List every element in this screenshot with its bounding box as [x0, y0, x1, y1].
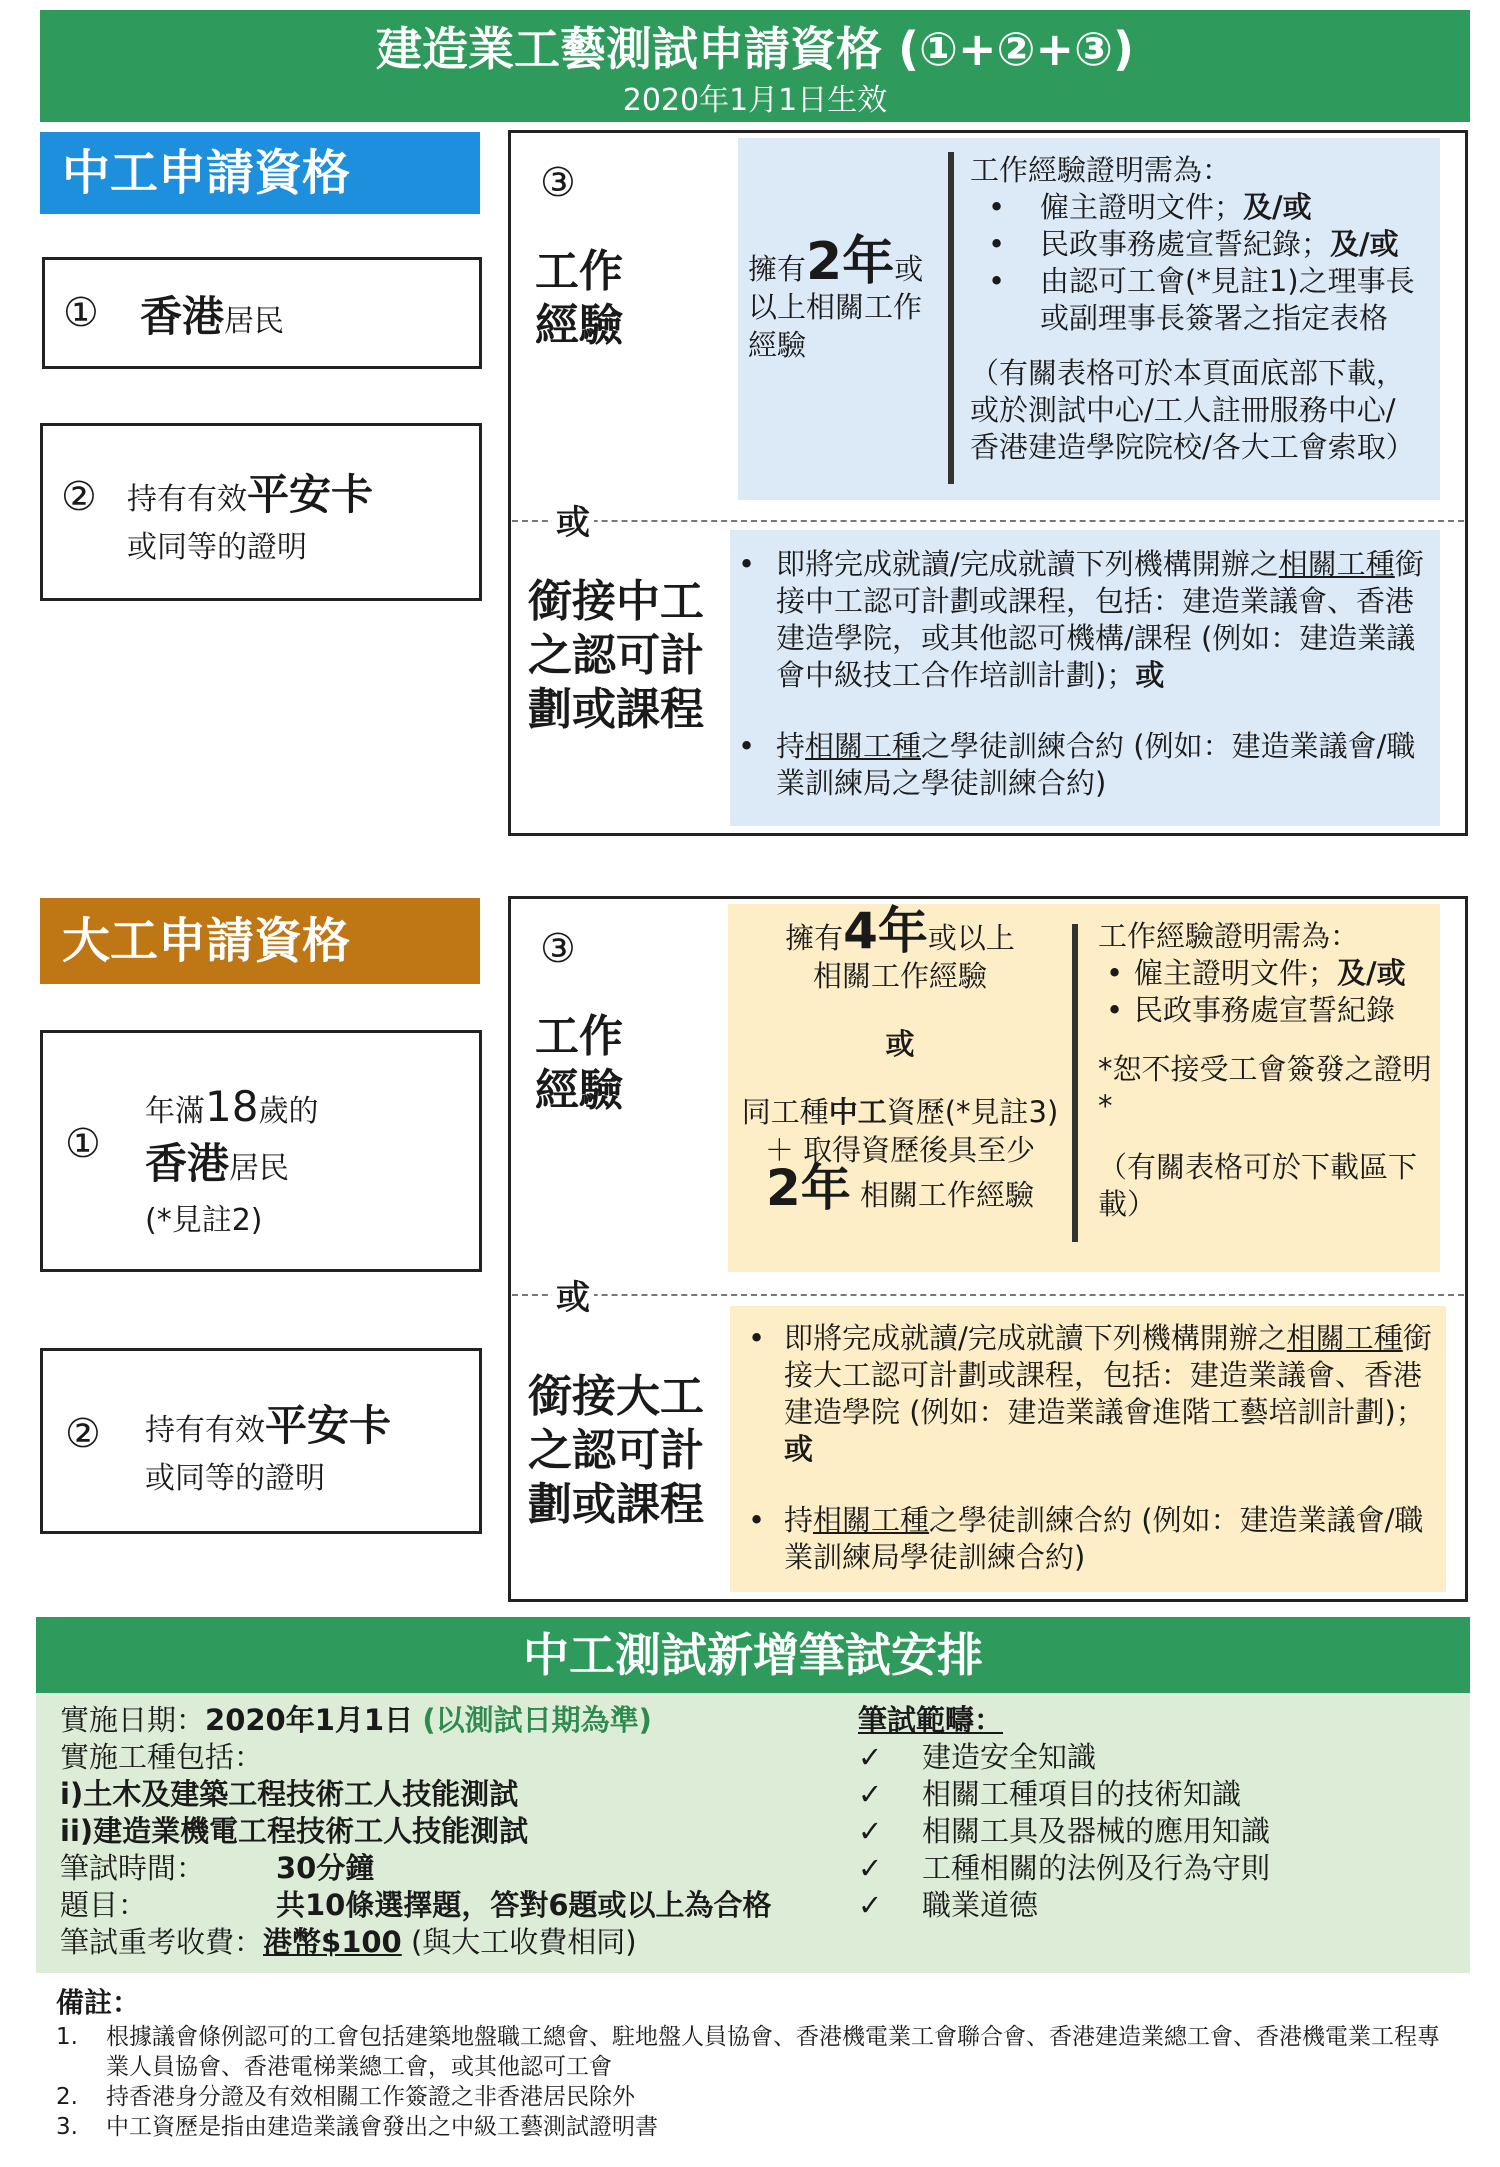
page-title: 建造業工藝測試申請資格 (①+②+③) [376, 22, 1134, 76]
or-label: 或 [552, 495, 594, 544]
effective-date: 2020年1月1日生效 [622, 83, 888, 118]
written-test-details: 實施日期：2020年1月1日 (以測試日期為準) 實施工種包括： i)土木及建築工程技術工人技能測試 ii)建造業機電工程技術工人技能測試 筆試時間： 30分鐘 題目： 共10條選擇題，答對6題或以上為合格 筆試重考收費：港幣$100 (與大工收費相同) [60, 1703, 772, 1959]
req-number: ② [65, 1411, 101, 1457]
semi-course-label: 銜接中工 之認可計 劃或課程 [528, 576, 704, 735]
semi-req-safety-card [40, 423, 482, 601]
req-strong-text: 香港 [140, 292, 225, 341]
skilled-course-list [740, 1320, 1440, 1576]
semi-work-label: 工作 經驗 [535, 246, 623, 351]
skilled-course-label: 銜接大工 之認可計 劃或課程 [528, 1371, 704, 1530]
req-strong-text: 香港 [145, 1139, 230, 1188]
list-item: ✓ 相關工具及器械的應用知識 [858, 1813, 1418, 1850]
semi-proof-list: 工作經驗證明需為： • 僱主證明文件；及/或 • 民政事務處宣誓紀錄；及/或 • 由認可工會(*見註1)之理事長或副理事長簽署之指定表格 （有關表格可於本頁面底部下載， 或於測試中心/工人註冊服務中心/ 香港建造學院院校/各大工會索取） [970, 152, 1440, 466]
req-text: 或同等的證明 [127, 530, 307, 565]
semi-section-title: 中工申請資格 [40, 132, 480, 214]
req-number: ③ [540, 160, 576, 206]
note-item: 1. 根據議會條例認可的工會包括建築地盤職工總會、駐地盤人員協會、香港機電業工會聯合會、香港建造業總工會、香港機電業工程專業人員協會、香港電梯業總工會，或其他認可工會 [56, 2024, 1440, 2080]
list-item: ✓ 相關工種項目的技術知識 [858, 1776, 1418, 1813]
req-number: ① [65, 1121, 101, 1167]
list-item: • 民政事務處宣誓紀錄 [1098, 992, 1434, 1029]
semi-course-list [730, 546, 1430, 802]
req-number: ① [63, 290, 99, 336]
list-item: • 僱主證明文件；及/或 [980, 189, 1440, 226]
header-banner [40, 10, 1470, 122]
list-item: • 即將完成就讀/完成就讀下列機構開辦之相關工種銜接大工認可計劃或課程，包括：建造業議會、香港建造學院 (例如：建造業議會進階工藝培訓計劃)；或 [740, 1320, 1440, 1468]
divider [1072, 924, 1078, 1242]
list-item: • 持相關工種之學徒訓練合約 (例如：建造業議會/職業訓練局之學徒訓練合約) [730, 728, 1430, 802]
dashed-divider [512, 520, 1464, 522]
skilled-req-safety-card: ② 持有有效平安卡 或同等的證明 [40, 1348, 482, 1534]
semi-exp-requirement: 擁有2年或 以上相關工作 經驗 [748, 232, 924, 362]
list-item: • 持相關工種之學徒訓練合約 (例如：建造業議會/職業訓練局學徒訓練合約) [740, 1502, 1440, 1576]
skilled-work-label: 工作 經驗 [535, 1011, 623, 1116]
list-item: ✓ 建造安全知識 [858, 1739, 1418, 1776]
skilled-proof-list: 工作經驗證明需為： • 僱主證明文件；及/或 • 民政事務處宣誓紀錄 *恕不接受工會簽發之證明* （有關表格可於下載區下載） [1098, 918, 1434, 1223]
list-item: • 僱主證明文件；及/或 [1098, 955, 1434, 992]
req-strong-text: 平安卡 [265, 1401, 392, 1450]
proof-title: 工作經驗證明需為： [970, 153, 1232, 187]
list-item: ✓ 工種相關的法例及行為守則 [858, 1850, 1418, 1887]
note-item: 2. 持香港身分證及有效相關工作簽證之非香港居民除外 [56, 2084, 635, 2110]
req-text: 居民 [224, 304, 285, 339]
divider [948, 152, 954, 484]
list-item: • 民政事務處宣誓紀錄；及/或 [980, 226, 1440, 263]
skilled-section-title: 大工申請資格 [40, 898, 480, 984]
list-item: ✓ 職業道德 [858, 1887, 1418, 1924]
list-item: • 由認可工會(*見註1)之理事長或副理事長簽署之指定表格 [980, 263, 1440, 337]
req-strong-text: 平安卡 [247, 470, 374, 519]
req-text: 持有有效 [127, 482, 247, 517]
notes-title: 備註： [56, 1986, 141, 2019]
written-scope: 筆試範疇： ✓ 建造安全知識 ✓ 相關工種項目的技術知識 ✓ 相關工具及器械的應用知識 ✓ 工種相關的法例及行為守則 ✓ 職業道德 [858, 1702, 1418, 1924]
or-label: 或 [552, 1270, 594, 1319]
note-item: 3. 中工資歷是指由建造業議會發出之中級工藝測試證明書 [56, 2114, 658, 2140]
written-test-title: 中工測試新增筆試安排 [36, 1617, 1470, 1693]
list-item: • 即將完成就讀/完成就讀下列機構開辦之相關工種銜接中工認可計劃或課程，包括：建造業議會、香港建造學院，或其他認可機構/課程 (例如：建造業議會中級技工合作培訓計劃)；或 [730, 546, 1430, 694]
semi-req-residency [42, 257, 482, 369]
notes [56, 1988, 1456, 2142]
req-number: ② [61, 474, 97, 520]
skilled-exp-requirement: 擁有4年或以上 相關工作經驗 或 同工種中工資歷(*見註3) ＋ 取得資歷後具至少 2年 相關工作經驗 [741, 902, 1059, 1217]
proof-title: 工作經驗證明需為： [1098, 919, 1360, 953]
dashed-divider [512, 1294, 1464, 1296]
req-number: ③ [540, 926, 576, 972]
skilled-req-age-residency: ① 年滿18歲的 香港居民 (*見註2) [40, 1030, 482, 1272]
